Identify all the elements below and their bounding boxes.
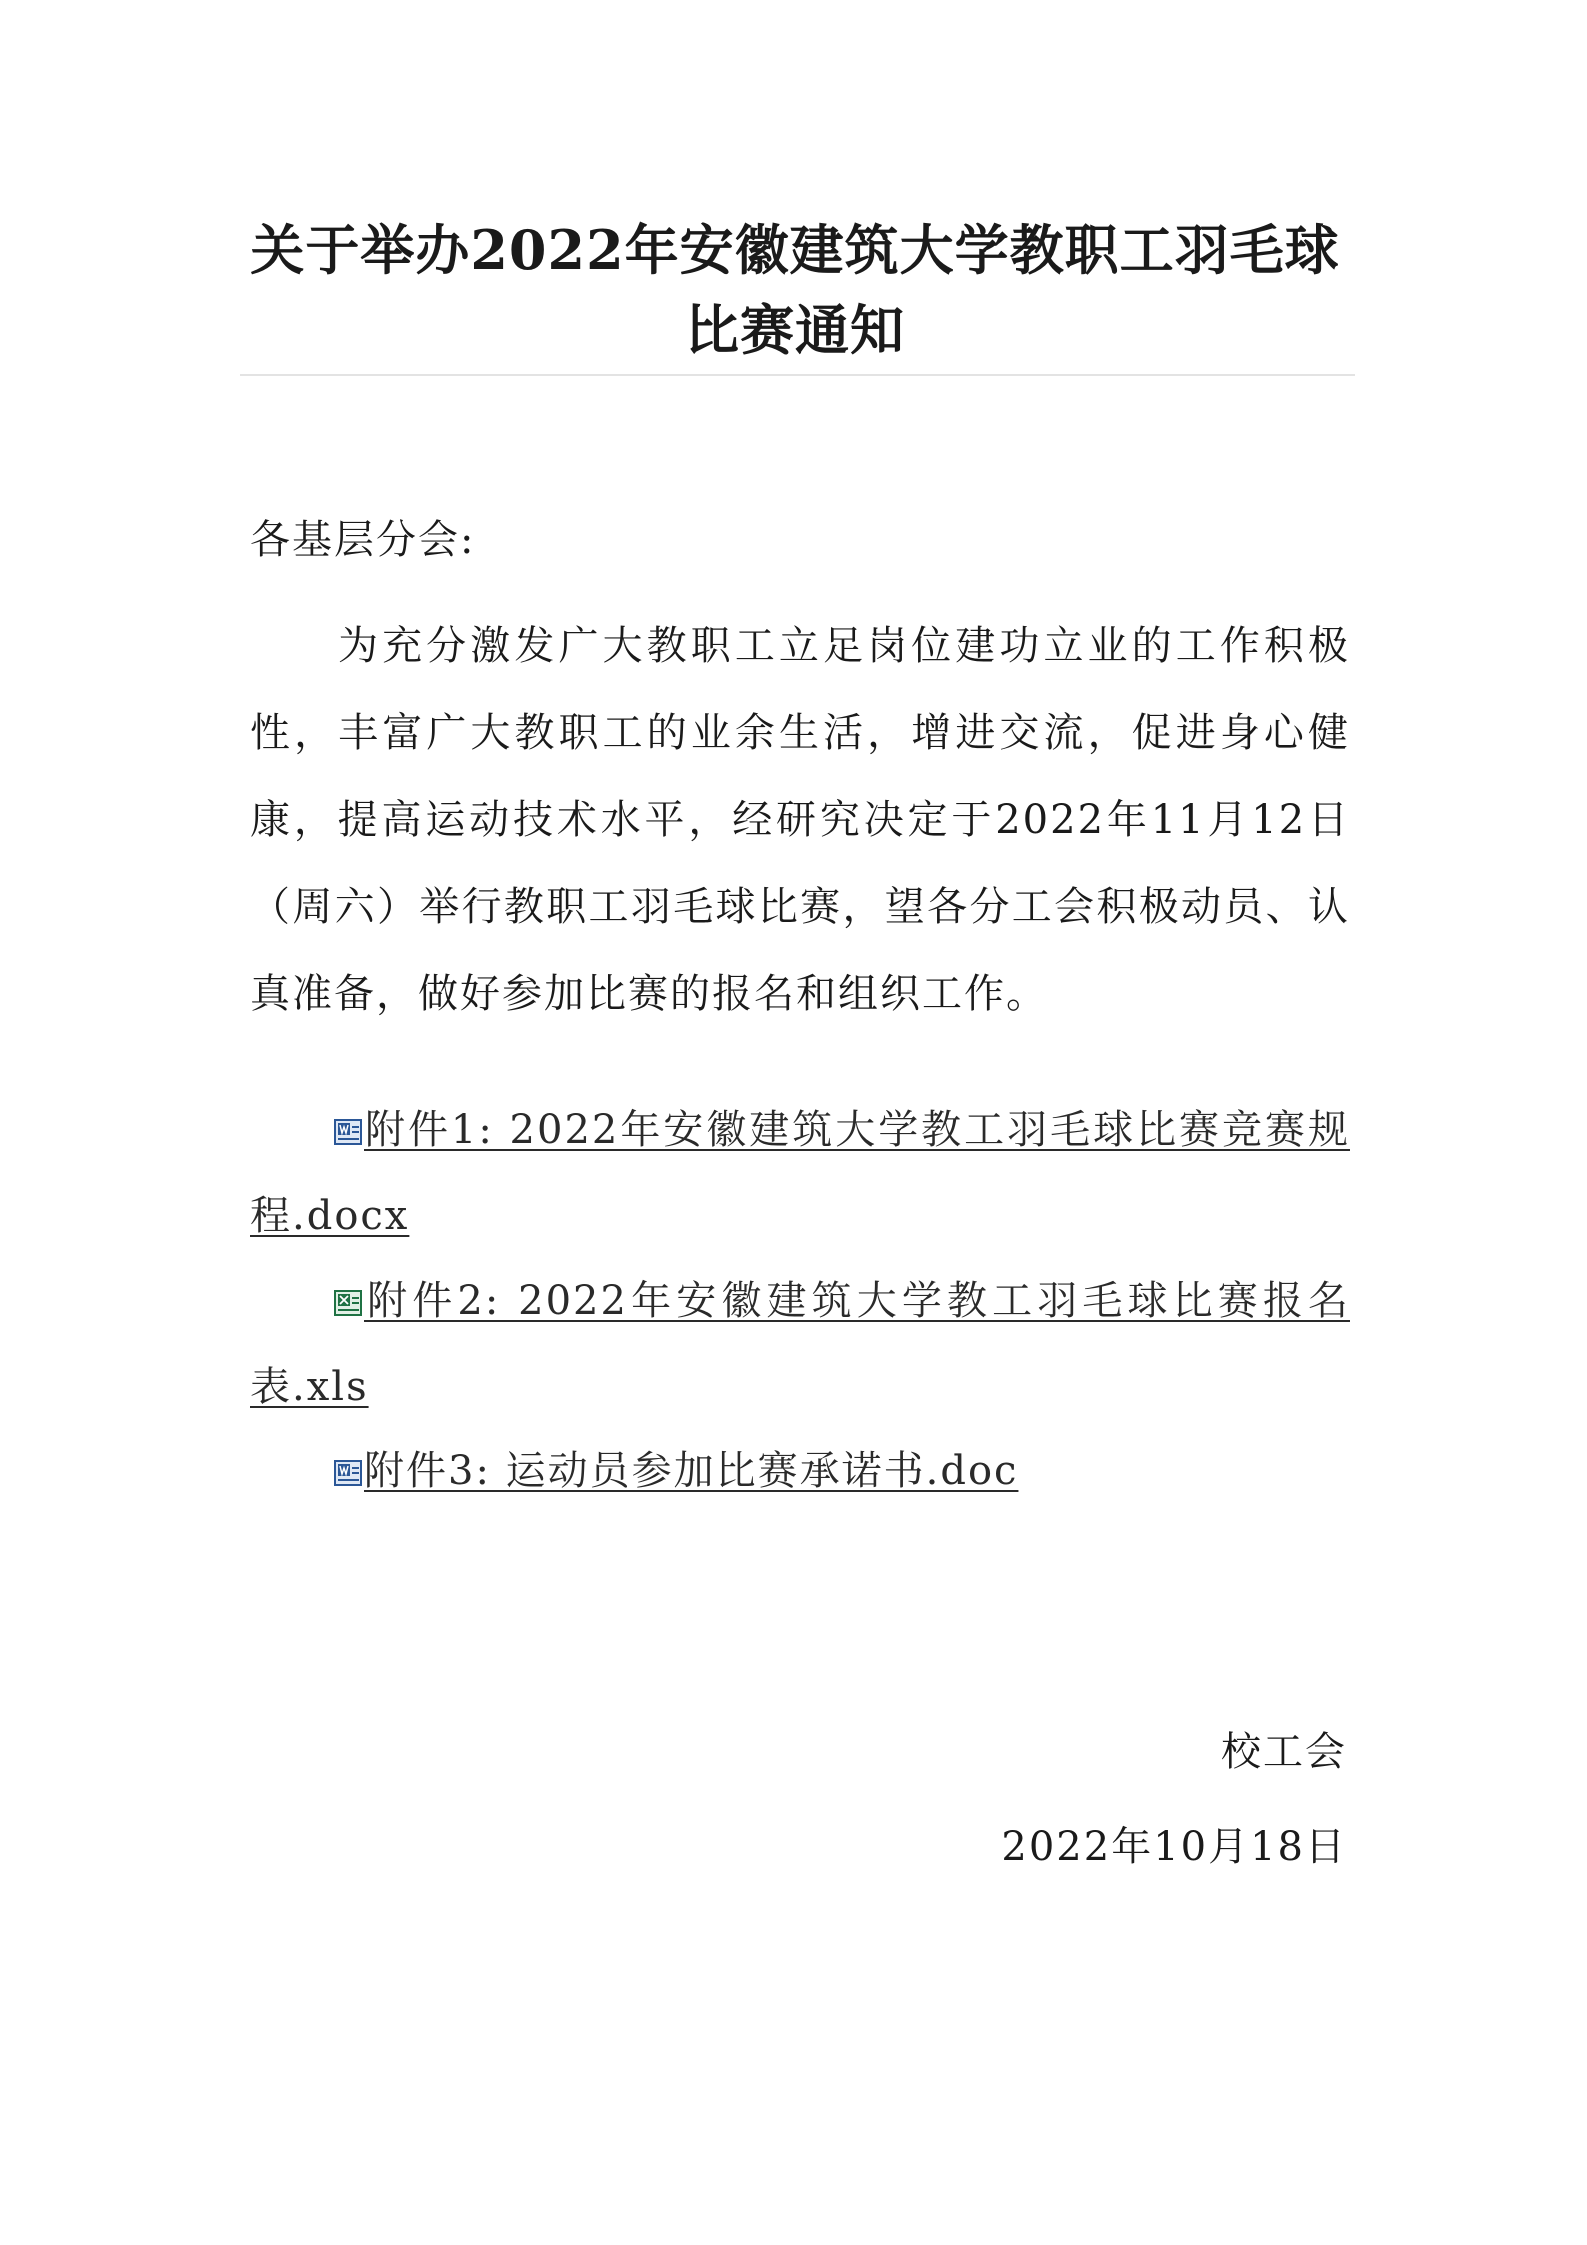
body-paragraph: 为充分激发广大教职工立足岗位建功立业的工作积极性，丰富广大教职工的业余生活，增进交流，促进身心健康，提高运动技术水平，经研究决定于2022年11月12日（周六）举行教职工羽毛球比赛，望各分工会积极动员、认真准备，做好参加比赛的报名和组织工作。 (250, 623, 1350, 1017)
signature-org: 校工会 (1221, 1729, 1347, 1775)
attachment-1-link[interactable]: 附件1: 2022年安徽建筑大学教工羽毛球比赛竞赛规程.docx (250, 1107, 1350, 1239)
attachment-3 (250, 1428, 1350, 1514)
attachment-1 (250, 1087, 1350, 1259)
excel-xls-icon[interactable] (334, 1290, 362, 1316)
signature-date: 2022年10月18日 (1001, 1824, 1347, 1870)
word-doc-icon[interactable] (334, 1460, 362, 1486)
page-title: 关于举办2022年安徽建筑大学教职工羽毛球比赛通知 (250, 218, 1340, 362)
title-divider (240, 374, 1355, 376)
attachment-3-link[interactable]: 附件3: 运动员参加比赛承诺书.doc (364, 1448, 1019, 1494)
attachment-2-link[interactable]: 附件2: 2022年安徽建筑大学教工羽毛球比赛报名表.xls (250, 1278, 1350, 1410)
salutation: 各基层分会: (250, 517, 476, 563)
word-doc-icon[interactable] (334, 1119, 362, 1145)
attachment-2 (250, 1258, 1350, 1430)
